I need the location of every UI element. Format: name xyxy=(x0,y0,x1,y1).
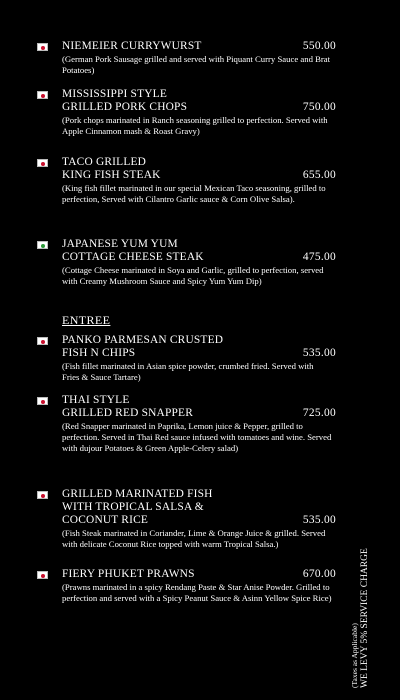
veg-indicator-icon xyxy=(37,241,48,249)
menu-item xyxy=(38,156,338,205)
item-name: FISH N CHIPS xyxy=(62,347,136,359)
menu-item xyxy=(38,394,338,455)
section-title-entree: ENTREE xyxy=(62,313,111,327)
item-name: MISSISSIPPI STYLE xyxy=(62,88,167,100)
item-name: WITH TROPICAL SALSA & xyxy=(62,501,204,513)
service-charge-text: WE LEVY 5% SERVICE CHARGE xyxy=(360,548,370,688)
item-name: NIEMEIER CURRYWURST xyxy=(62,40,202,52)
menu-item xyxy=(38,40,338,76)
menu-item xyxy=(38,88,338,137)
item-name: THAI STYLE xyxy=(62,394,130,406)
item-price: 750.00 xyxy=(302,101,336,113)
item-price: 535.00 xyxy=(302,514,336,526)
non-veg-indicator-icon xyxy=(37,43,48,51)
item-price: 725.00 xyxy=(302,407,336,419)
item-description: (Fish fillet marinated in Asian spice powder, crumbed fried. Served with Fries & Sauce Tartare) xyxy=(62,361,314,383)
item-name: GRILLED MARINATED FISH xyxy=(62,488,213,500)
menu-item xyxy=(38,238,338,287)
non-veg-indicator-icon xyxy=(37,491,48,499)
item-name: COTTAGE CHEESE STEAK xyxy=(62,251,204,263)
tax-note: (Taxes as Applicable) xyxy=(350,623,359,688)
non-veg-indicator-icon xyxy=(37,337,48,345)
item-price: 550.00 xyxy=(302,40,336,52)
menu-item xyxy=(38,488,338,550)
non-veg-indicator-icon xyxy=(37,159,48,167)
item-name: FIERY PHUKET PRAWNS xyxy=(62,568,195,580)
item-price: 670.00 xyxy=(302,568,336,580)
item-description: (Cottage Cheese marinated in Soya and Garlic, grilled to perfection, served with Creamy Mushroom Sauce and Spicy Yum Yum Dip) xyxy=(62,265,324,287)
item-price: 655.00 xyxy=(302,169,336,181)
item-description: (Pork chops marinated in Ranch seasoning grilled to perfection. Served with Apple Cinnamon mash & Roast Gravy) xyxy=(62,115,328,137)
item-description: (Prawns marinated in a spicy Rendang Paste & Star Anise Powder. Grilled to perfection and served with a Spicy Peanut Sauce & Asinn Yellow Spice Rice) xyxy=(62,582,332,604)
item-name: COCONUT RICE xyxy=(62,514,149,526)
item-name: PANKO PARMESAN CRUSTED xyxy=(62,334,224,346)
item-name: JAPANESE YUM YUM xyxy=(62,238,178,250)
menu-item xyxy=(38,568,338,604)
non-veg-indicator-icon xyxy=(37,91,48,99)
item-description: (Red Snapper marinated in Paprika, Lemon juice & Pepper, grilled to perfection. Served in Thai Red sauce infused with tomatoes and wine. Served with dujour Potatoes & Green Apple-Celery salad) xyxy=(62,421,332,454)
non-veg-indicator-icon xyxy=(37,397,48,405)
menu-item xyxy=(38,334,338,383)
item-price: 475.00 xyxy=(302,251,336,263)
item-name: GRILLED RED SNAPPER xyxy=(62,407,194,419)
item-description: (King fish fillet marinated in our special Mexican Taco seasoning, grilled to perfection, Served with Cilantro Garlic sauce & Corn Olive Salsa). xyxy=(62,183,326,205)
item-price: 535.00 xyxy=(302,347,336,359)
item-name: TACO GRILLED xyxy=(62,156,147,168)
item-description: (Fish Steak marinated in Coriander, Lime & Orange Juice & grilled. Served with delicate Coconut Rice topped with warm Tropical Salsa.) xyxy=(62,528,326,550)
item-description: (German Pork Sausage grilled and served with Piquant Curry Sauce and Brat Potatoes) xyxy=(62,54,331,76)
item-name: GRILLED PORK CHOPS xyxy=(62,101,188,113)
non-veg-indicator-icon xyxy=(37,571,48,579)
item-name: KING FISH STEAK xyxy=(62,169,161,181)
service-charge-note xyxy=(350,548,371,688)
